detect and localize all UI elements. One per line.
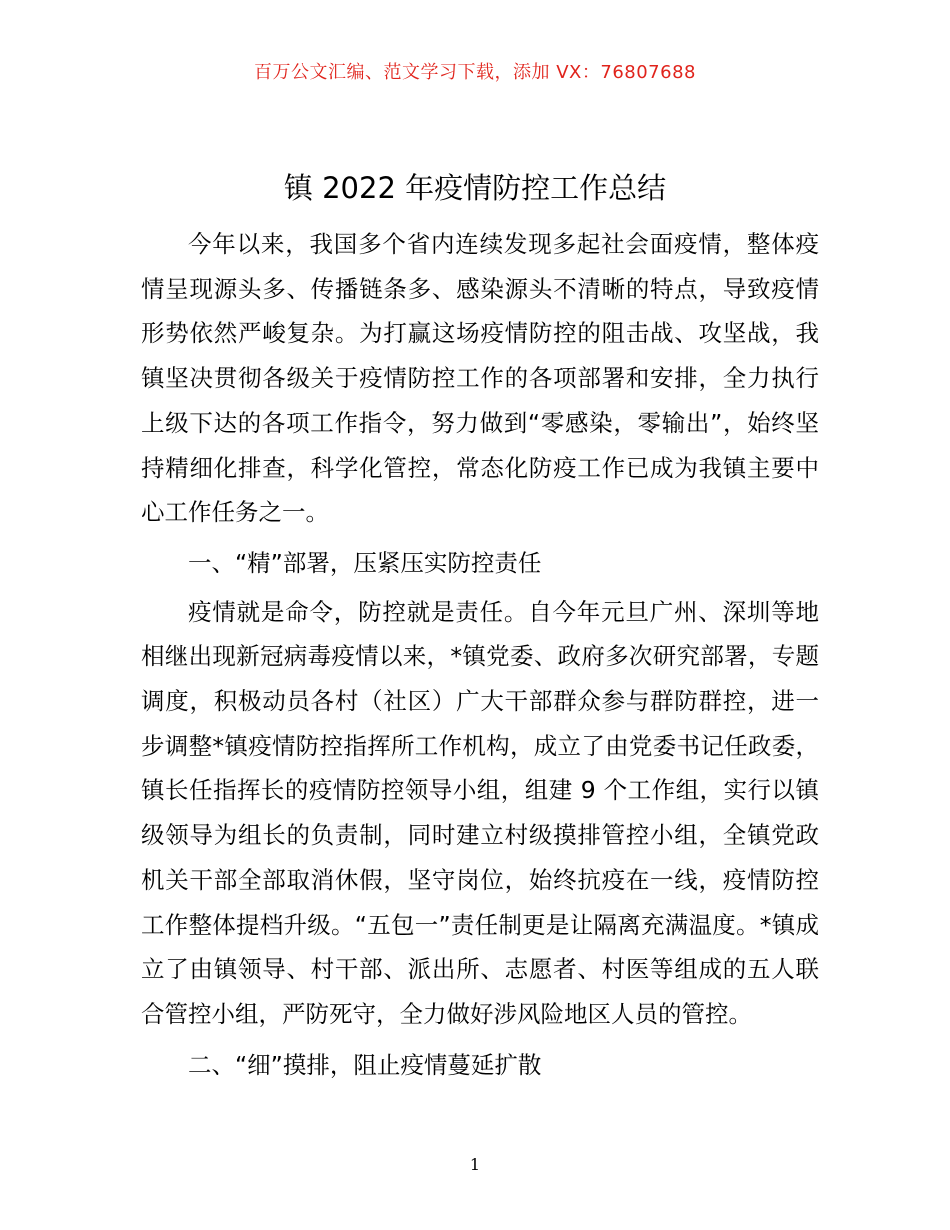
document-body xyxy=(141,222,819,1091)
document-title: 镇 2022 年疫情防控工作总结 xyxy=(283,171,667,205)
section-1-paragraph: 疫情就是命令，防控就是责任。自今年元旦广州、深圳等地相继出现新冠病毒疫情以来，*镇党委、政府多次研究部署，专题调度，积极动员各村（社区）广大干部群众参与群防群控，进一步调整*镇疫情防控指挥所工作机构，成立了由党委书记任政委，镇长任指挥长的疫情防控领导小组，组建 9 个工作组，实行以镇级领导为组长的负责制，同时建立村级摸排管控小组，全镇党政机关干部全部取消休假，坚守岗位，始终抗疫在一线，疫情防控工作整体提档升级。“五包一”责任制更是让隔离充满温度。*镇成立了由镇领导、村干部、派出所、志愿者、村医等组成的五人联合管控小组，严防死守，全力做好涉风险地区人员的管控。 xyxy=(141,597,819,1028)
page-number: 1 xyxy=(469,1155,481,1174)
intro-paragraph: 今年以来，我国多个省内连续发现多起社会面疫情，整体疫情呈现源头多、传播链条多、感染源头不清晰的特点，导致疫情形势依然严峻复杂。为打赢这场疫情防控的阻击战、攻坚战，我镇坚决贯彻各级关于疫情防控工作的各项部署和安排，全力执行上级下达的各项工作指令，努力做到“零感染，零输出”，始终坚持精细化排查，科学化管控，常态化防疫工作已成为我镇主要中心工作任务之一。 xyxy=(141,230,819,527)
section-heading-2: 二、“细”摸排，阻止疫情蔓延扩散 xyxy=(188,1050,542,1079)
watermark-header-note: 百万公文汇编、范文学习下载，添加 VX：76807688 xyxy=(254,62,696,83)
section-heading-1: 一、“精”部署，压紧压实防控责任 xyxy=(188,548,542,577)
